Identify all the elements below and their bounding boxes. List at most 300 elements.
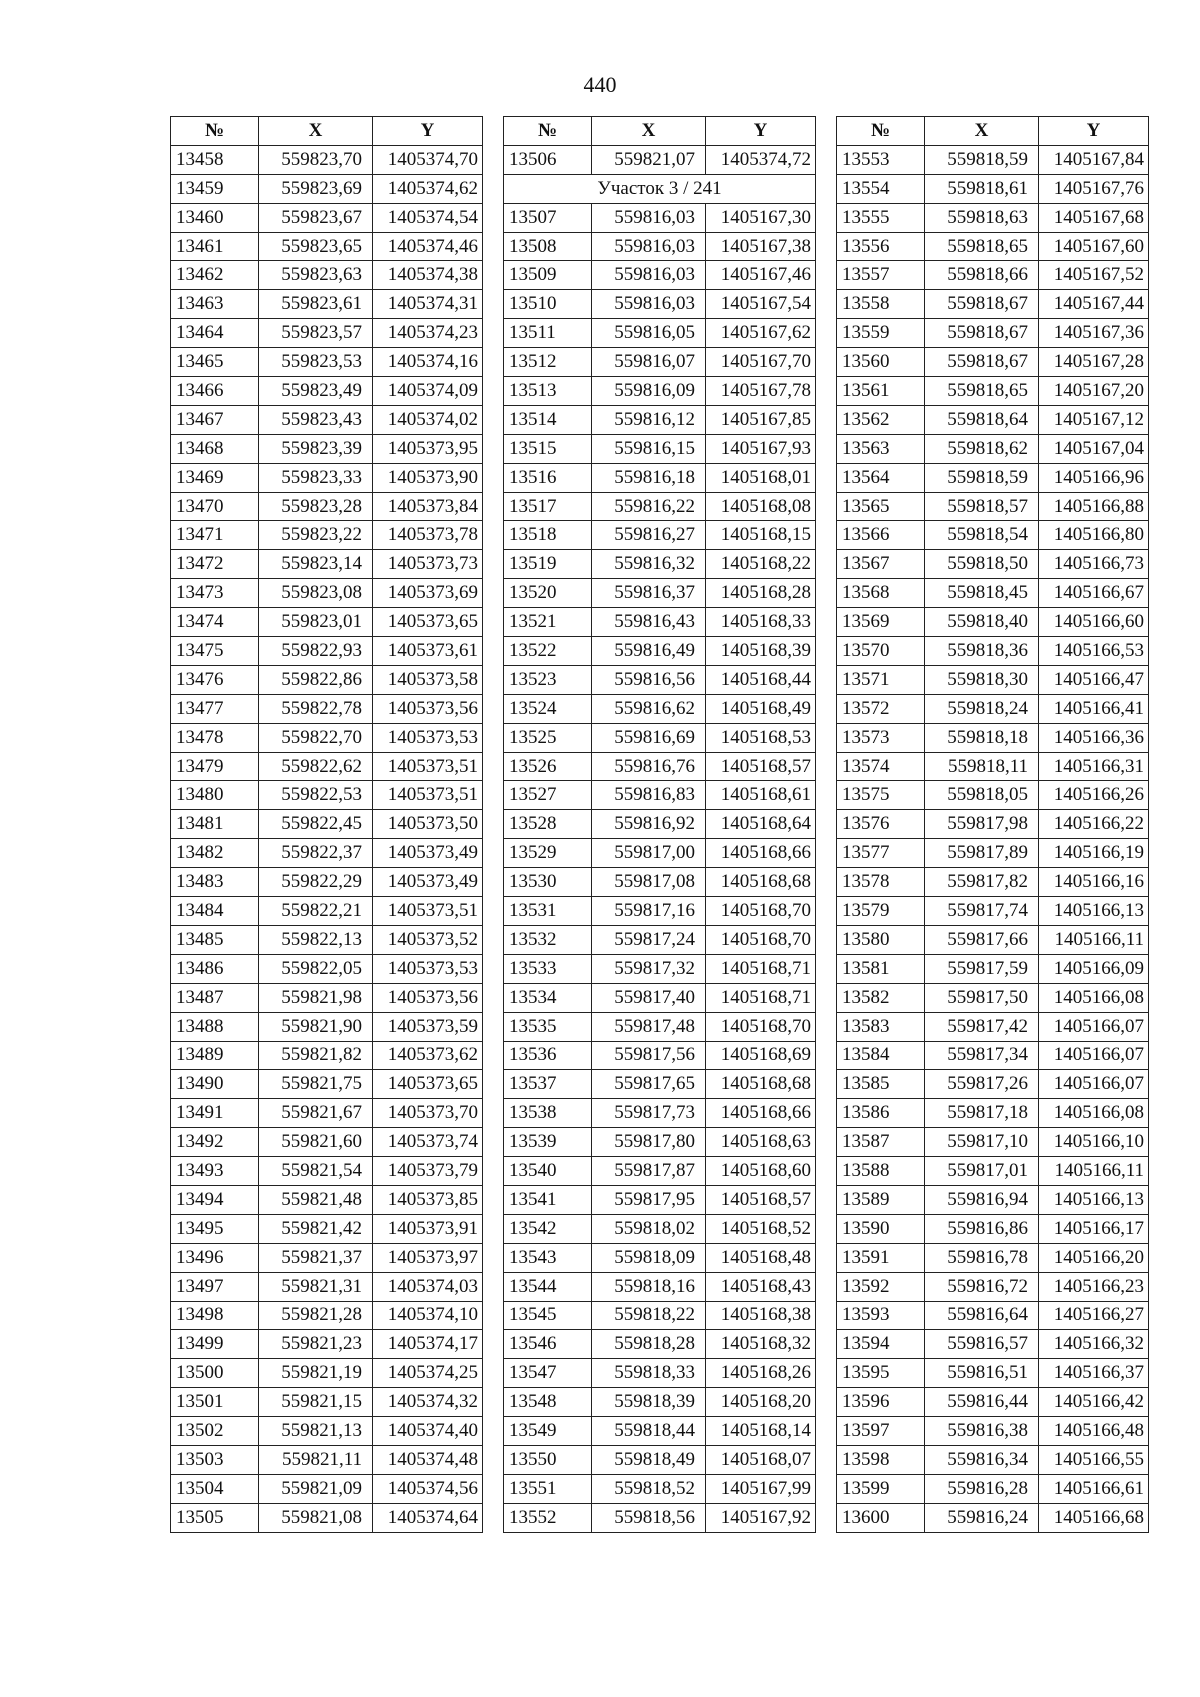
table-row	[837, 434, 1149, 463]
x-coordinate-cell: 559818,30	[925, 665, 1039, 694]
table-row	[504, 1272, 816, 1301]
table-row	[837, 348, 1149, 377]
table-row	[837, 983, 1149, 1012]
x-coordinate-cell: 559816,57	[925, 1330, 1039, 1359]
table-row	[504, 463, 816, 492]
x-coordinate-cell: 559818,44	[592, 1417, 706, 1446]
table-row	[171, 1272, 483, 1301]
x-coordinate-cell: 559816,43	[592, 608, 706, 637]
header-y: Y	[373, 117, 483, 146]
point-number-cell: 13553	[837, 145, 925, 174]
y-coordinate-cell: 1405168,68	[706, 868, 816, 897]
table-row	[171, 550, 483, 579]
x-coordinate-cell: 559816,15	[592, 434, 706, 463]
point-number-cell: 13463	[171, 290, 259, 319]
table-row	[171, 1157, 483, 1186]
point-number-cell: 13585	[837, 1070, 925, 1099]
y-coordinate-cell: 1405168,70	[706, 897, 816, 926]
point-number-cell: 13537	[504, 1070, 592, 1099]
header-x: X	[259, 117, 373, 146]
point-number-cell: 13514	[504, 405, 592, 434]
y-coordinate-cell: 1405166,67	[1039, 579, 1149, 608]
table-row	[837, 608, 1149, 637]
table-row	[837, 868, 1149, 897]
table-row	[171, 868, 483, 897]
y-coordinate-cell: 1405167,54	[706, 290, 816, 319]
table-row	[837, 1359, 1149, 1388]
x-coordinate-cell: 559816,64	[925, 1301, 1039, 1330]
x-coordinate-cell: 559818,65	[925, 232, 1039, 261]
table-row	[504, 810, 816, 839]
x-coordinate-cell: 559818,11	[925, 752, 1039, 781]
table-row	[171, 781, 483, 810]
table-row	[504, 752, 816, 781]
table-row	[837, 637, 1149, 666]
x-coordinate-cell: 559816,03	[592, 203, 706, 232]
y-coordinate-cell: 1405168,39	[706, 637, 816, 666]
x-coordinate-cell: 559823,70	[259, 145, 373, 174]
x-coordinate-cell: 559818,59	[925, 145, 1039, 174]
point-number-cell: 13597	[837, 1417, 925, 1446]
y-coordinate-cell: 1405168,68	[706, 1070, 816, 1099]
y-coordinate-cell: 1405374,09	[373, 377, 483, 406]
y-coordinate-cell: 1405374,32	[373, 1388, 483, 1417]
x-coordinate-cell: 559816,32	[592, 550, 706, 579]
y-coordinate-cell: 1405166,20	[1039, 1243, 1149, 1272]
y-coordinate-cell: 1405168,57	[706, 1185, 816, 1214]
x-coordinate-cell: 559817,18	[925, 1099, 1039, 1128]
y-coordinate-cell: 1405168,49	[706, 694, 816, 723]
y-coordinate-cell: 1405167,84	[1039, 145, 1149, 174]
point-number-cell: 13555	[837, 203, 925, 232]
point-number-cell: 13575	[837, 781, 925, 810]
y-coordinate-cell: 1405167,62	[706, 319, 816, 348]
y-coordinate-cell: 1405166,17	[1039, 1214, 1149, 1243]
y-coordinate-cell: 1405373,49	[373, 868, 483, 897]
table-row	[171, 174, 483, 203]
point-number-cell: 13509	[504, 261, 592, 290]
y-coordinate-cell: 1405166,36	[1039, 723, 1149, 752]
y-coordinate-cell: 1405373,70	[373, 1099, 483, 1128]
y-coordinate-cell: 1405166,07	[1039, 1070, 1149, 1099]
x-coordinate-cell: 559823,43	[259, 405, 373, 434]
table-row	[504, 1070, 816, 1099]
table-row	[504, 1099, 816, 1128]
y-coordinate-cell: 1405374,25	[373, 1359, 483, 1388]
y-coordinate-cell: 1405166,60	[1039, 608, 1149, 637]
x-coordinate-cell: 559823,28	[259, 492, 373, 521]
table-row	[837, 1070, 1149, 1099]
point-number-cell: 13493	[171, 1157, 259, 1186]
x-coordinate-cell: 559816,22	[592, 492, 706, 521]
table-row	[171, 579, 483, 608]
point-number-cell: 13524	[504, 694, 592, 723]
y-coordinate-cell: 1405373,97	[373, 1243, 483, 1272]
point-number-cell: 13571	[837, 665, 925, 694]
y-coordinate-cell: 1405168,57	[706, 752, 816, 781]
table-row	[171, 1128, 483, 1157]
point-number-cell: 13598	[837, 1445, 925, 1474]
table-row	[171, 261, 483, 290]
point-number-cell: 13462	[171, 261, 259, 290]
point-number-cell: 13472	[171, 550, 259, 579]
point-number-cell: 13588	[837, 1157, 925, 1186]
table-row	[171, 521, 483, 550]
x-coordinate-cell: 559821,75	[259, 1070, 373, 1099]
y-coordinate-cell: 1405167,93	[706, 434, 816, 463]
x-coordinate-cell: 559818,50	[925, 550, 1039, 579]
point-number-cell: 13513	[504, 377, 592, 406]
point-number-cell: 13469	[171, 463, 259, 492]
x-coordinate-cell: 559818,45	[925, 579, 1039, 608]
x-coordinate-cell: 559822,53	[259, 781, 373, 810]
y-coordinate-cell: 1405373,56	[373, 983, 483, 1012]
x-coordinate-cell: 559817,40	[592, 983, 706, 1012]
table-row	[837, 521, 1149, 550]
point-number-cell: 13535	[504, 1012, 592, 1041]
table-row	[171, 1185, 483, 1214]
y-coordinate-cell: 1405167,12	[1039, 405, 1149, 434]
table-row	[171, 319, 483, 348]
y-coordinate-cell: 1405166,31	[1039, 752, 1149, 781]
y-coordinate-cell: 1405373,84	[373, 492, 483, 521]
x-coordinate-cell: 559816,34	[925, 1445, 1039, 1474]
table-row	[504, 203, 816, 232]
point-number-cell: 13549	[504, 1417, 592, 1446]
x-coordinate-cell: 559817,98	[925, 810, 1039, 839]
x-coordinate-cell: 559817,32	[592, 954, 706, 983]
x-coordinate-cell: 559817,01	[925, 1157, 1039, 1186]
point-number-cell: 13499	[171, 1330, 259, 1359]
section-row	[504, 174, 816, 203]
x-coordinate-cell: 559821,07	[592, 145, 706, 174]
y-coordinate-cell: 1405374,64	[373, 1503, 483, 1532]
table-row	[171, 983, 483, 1012]
y-coordinate-cell: 1405373,51	[373, 752, 483, 781]
x-coordinate-cell: 559816,18	[592, 463, 706, 492]
y-coordinate-cell: 1405374,17	[373, 1330, 483, 1359]
x-coordinate-cell: 559823,22	[259, 521, 373, 550]
y-coordinate-cell: 1405166,55	[1039, 1445, 1149, 1474]
y-coordinate-cell: 1405373,51	[373, 781, 483, 810]
x-coordinate-cell: 559817,56	[592, 1041, 706, 1070]
table-row	[504, 492, 816, 521]
y-coordinate-cell: 1405168,53	[706, 723, 816, 752]
table-row	[837, 290, 1149, 319]
x-coordinate-cell: 559818,52	[592, 1474, 706, 1503]
table-row	[837, 810, 1149, 839]
point-number-cell: 13496	[171, 1243, 259, 1272]
x-coordinate-cell: 559818,59	[925, 463, 1039, 492]
y-coordinate-cell: 1405373,50	[373, 810, 483, 839]
y-coordinate-cell: 1405168,08	[706, 492, 816, 521]
table-row	[504, 579, 816, 608]
point-number-cell: 13488	[171, 1012, 259, 1041]
x-coordinate-cell: 559818,66	[925, 261, 1039, 290]
point-number-cell: 13565	[837, 492, 925, 521]
x-coordinate-cell: 559816,38	[925, 1417, 1039, 1446]
x-coordinate-cell: 559823,65	[259, 232, 373, 261]
x-coordinate-cell: 559816,69	[592, 723, 706, 752]
x-coordinate-cell: 559816,94	[925, 1185, 1039, 1214]
table-row	[504, 1417, 816, 1446]
x-coordinate-cell: 559821,98	[259, 983, 373, 1012]
point-number-cell: 13505	[171, 1503, 259, 1532]
y-coordinate-cell: 1405168,71	[706, 983, 816, 1012]
x-coordinate-cell: 559821,09	[259, 1474, 373, 1503]
x-coordinate-cell: 559816,72	[925, 1272, 1039, 1301]
point-number-cell: 13529	[504, 839, 592, 868]
table-row	[504, 608, 816, 637]
point-number-cell: 13566	[837, 521, 925, 550]
point-number-cell: 13507	[504, 203, 592, 232]
table-row	[171, 897, 483, 926]
x-coordinate-cell: 559821,08	[259, 1503, 373, 1532]
x-coordinate-cell: 559822,62	[259, 752, 373, 781]
point-number-cell: 13531	[504, 897, 592, 926]
y-coordinate-cell: 1405374,62	[373, 174, 483, 203]
point-number-cell: 13498	[171, 1301, 259, 1330]
y-coordinate-cell: 1405168,15	[706, 521, 816, 550]
y-coordinate-cell: 1405168,70	[706, 1012, 816, 1041]
x-coordinate-cell: 559822,78	[259, 694, 373, 723]
point-number-cell: 13542	[504, 1214, 592, 1243]
x-coordinate-cell: 559817,26	[925, 1070, 1039, 1099]
x-coordinate-cell: 559816,28	[925, 1474, 1039, 1503]
header-row	[171, 117, 483, 146]
table-row	[171, 203, 483, 232]
y-coordinate-cell: 1405166,11	[1039, 925, 1149, 954]
point-number-cell: 13594	[837, 1330, 925, 1359]
point-number-cell: 13467	[171, 405, 259, 434]
point-number-cell: 13541	[504, 1185, 592, 1214]
point-number-cell: 13523	[504, 665, 592, 694]
point-number-cell: 13561	[837, 377, 925, 406]
point-number-cell: 13487	[171, 983, 259, 1012]
table-header	[171, 117, 483, 146]
y-coordinate-cell: 1405167,85	[706, 405, 816, 434]
point-number-cell: 13540	[504, 1157, 592, 1186]
point-number-cell: 13554	[837, 174, 925, 203]
y-coordinate-cell: 1405168,64	[706, 810, 816, 839]
table-row	[837, 752, 1149, 781]
point-number-cell: 13570	[837, 637, 925, 666]
y-coordinate-cell: 1405374,46	[373, 232, 483, 261]
y-coordinate-cell: 1405166,47	[1039, 665, 1149, 694]
x-coordinate-cell: 559818,24	[925, 694, 1039, 723]
x-coordinate-cell: 559816,03	[592, 261, 706, 290]
x-coordinate-cell: 559818,64	[925, 405, 1039, 434]
point-number-cell: 13477	[171, 694, 259, 723]
x-coordinate-cell: 559816,27	[592, 521, 706, 550]
x-coordinate-cell: 559823,33	[259, 463, 373, 492]
table-row	[171, 463, 483, 492]
point-number-cell: 13495	[171, 1214, 259, 1243]
y-coordinate-cell: 1405374,31	[373, 290, 483, 319]
x-coordinate-cell: 559816,37	[592, 579, 706, 608]
table-row	[837, 1272, 1149, 1301]
header-y: Y	[1039, 117, 1149, 146]
point-number-cell: 13527	[504, 781, 592, 810]
point-number-cell: 13482	[171, 839, 259, 868]
point-number-cell: 13532	[504, 925, 592, 954]
y-coordinate-cell: 1405373,69	[373, 579, 483, 608]
y-coordinate-cell: 1405168,69	[706, 1041, 816, 1070]
point-number-cell: 13599	[837, 1474, 925, 1503]
y-coordinate-cell: 1405167,30	[706, 203, 816, 232]
table-row	[171, 145, 483, 174]
point-number-cell: 13517	[504, 492, 592, 521]
point-number-cell: 13502	[171, 1417, 259, 1446]
table-row	[837, 1012, 1149, 1041]
x-coordinate-cell: 559817,16	[592, 897, 706, 926]
point-number-cell: 13478	[171, 723, 259, 752]
point-number-cell: 13556	[837, 232, 925, 261]
table-row	[837, 463, 1149, 492]
x-coordinate-cell: 559818,18	[925, 723, 1039, 752]
y-coordinate-cell: 1405166,53	[1039, 637, 1149, 666]
table-row	[171, 1214, 483, 1243]
y-coordinate-cell: 1405167,70	[706, 348, 816, 377]
point-number-cell: 13580	[837, 925, 925, 954]
x-coordinate-cell: 559816,12	[592, 405, 706, 434]
x-coordinate-cell: 559818,49	[592, 1445, 706, 1474]
table-row	[837, 1099, 1149, 1128]
table-row	[171, 1445, 483, 1474]
point-number-cell: 13591	[837, 1243, 925, 1272]
point-number-cell: 13459	[171, 174, 259, 203]
x-coordinate-cell: 559821,42	[259, 1214, 373, 1243]
y-coordinate-cell: 1405168,07	[706, 1445, 816, 1474]
table-row	[171, 810, 483, 839]
y-coordinate-cell: 1405373,58	[373, 665, 483, 694]
table-row	[504, 1301, 816, 1330]
x-coordinate-cell: 559818,63	[925, 203, 1039, 232]
y-coordinate-cell: 1405168,60	[706, 1157, 816, 1186]
x-coordinate-cell: 559823,14	[259, 550, 373, 579]
y-coordinate-cell: 1405166,41	[1039, 694, 1149, 723]
x-coordinate-cell: 559822,21	[259, 897, 373, 926]
table-row	[504, 983, 816, 1012]
y-coordinate-cell: 1405168,01	[706, 463, 816, 492]
point-number-cell: 13520	[504, 579, 592, 608]
x-coordinate-cell: 559818,02	[592, 1214, 706, 1243]
y-coordinate-cell: 1405373,56	[373, 694, 483, 723]
y-coordinate-cell: 1405168,63	[706, 1128, 816, 1157]
x-coordinate-cell: 559816,62	[592, 694, 706, 723]
point-number-cell: 13551	[504, 1474, 592, 1503]
x-coordinate-cell: 559818,65	[925, 377, 1039, 406]
table-row	[504, 723, 816, 752]
table-row	[837, 1157, 1149, 1186]
point-number-cell: 13466	[171, 377, 259, 406]
x-coordinate-cell: 559822,93	[259, 637, 373, 666]
point-number-cell: 13567	[837, 550, 925, 579]
x-coordinate-cell: 559816,49	[592, 637, 706, 666]
table-row	[171, 1099, 483, 1128]
x-coordinate-cell: 559817,08	[592, 868, 706, 897]
table-row	[171, 1388, 483, 1417]
x-coordinate-cell: 559821,54	[259, 1157, 373, 1186]
y-coordinate-cell: 1405166,26	[1039, 781, 1149, 810]
point-number-cell: 13568	[837, 579, 925, 608]
table-row	[504, 145, 816, 174]
y-coordinate-cell: 1405167,36	[1039, 319, 1149, 348]
table-header	[504, 117, 816, 146]
y-coordinate-cell: 1405168,32	[706, 1330, 816, 1359]
y-coordinate-cell: 1405373,95	[373, 434, 483, 463]
point-number-cell: 13562	[837, 405, 925, 434]
y-coordinate-cell: 1405373,51	[373, 897, 483, 926]
x-coordinate-cell: 559817,48	[592, 1012, 706, 1041]
x-coordinate-cell: 559817,59	[925, 954, 1039, 983]
table-row	[171, 1243, 483, 1272]
x-coordinate-cell: 559821,28	[259, 1301, 373, 1330]
point-number-cell: 13519	[504, 550, 592, 579]
point-number-cell: 13492	[171, 1128, 259, 1157]
table-row	[837, 1388, 1149, 1417]
table-row	[837, 925, 1149, 954]
y-coordinate-cell: 1405374,70	[373, 145, 483, 174]
y-coordinate-cell: 1405166,22	[1039, 810, 1149, 839]
y-coordinate-cell: 1405373,49	[373, 839, 483, 868]
y-coordinate-cell: 1405166,27	[1039, 1301, 1149, 1330]
table-row	[837, 1185, 1149, 1214]
point-number-cell: 13544	[504, 1272, 592, 1301]
table-row	[171, 723, 483, 752]
y-coordinate-cell: 1405167,38	[706, 232, 816, 261]
table-row	[171, 694, 483, 723]
point-number-cell: 13528	[504, 810, 592, 839]
point-number-cell: 13516	[504, 463, 592, 492]
x-coordinate-cell: 559817,10	[925, 1128, 1039, 1157]
table-row	[171, 1330, 483, 1359]
table-row	[837, 203, 1149, 232]
table-row	[837, 579, 1149, 608]
y-coordinate-cell: 1405166,11	[1039, 1157, 1149, 1186]
table-row	[504, 319, 816, 348]
table-row	[837, 550, 1149, 579]
coordinate-table-2	[503, 116, 816, 1533]
y-coordinate-cell: 1405373,65	[373, 1070, 483, 1099]
table-row	[504, 897, 816, 926]
point-number-cell: 13579	[837, 897, 925, 926]
table-row	[504, 954, 816, 983]
x-coordinate-cell: 559818,57	[925, 492, 1039, 521]
x-coordinate-cell: 559818,36	[925, 637, 1039, 666]
y-coordinate-cell: 1405373,74	[373, 1128, 483, 1157]
y-coordinate-cell: 1405168,44	[706, 665, 816, 694]
point-number-cell: 13600	[837, 1503, 925, 1532]
table-row	[837, 1301, 1149, 1330]
x-coordinate-cell: 559818,22	[592, 1301, 706, 1330]
point-number-cell: 13506	[504, 145, 592, 174]
point-number-cell: 13552	[504, 1503, 592, 1532]
y-coordinate-cell: 1405166,32	[1039, 1330, 1149, 1359]
x-coordinate-cell: 559816,83	[592, 781, 706, 810]
table-row	[837, 781, 1149, 810]
x-coordinate-cell: 559821,90	[259, 1012, 373, 1041]
point-number-cell: 13530	[504, 868, 592, 897]
table-row	[504, 1214, 816, 1243]
point-number-cell: 13473	[171, 579, 259, 608]
x-coordinate-cell: 559817,34	[925, 1041, 1039, 1070]
x-coordinate-cell: 559816,51	[925, 1359, 1039, 1388]
y-coordinate-cell: 1405373,73	[373, 550, 483, 579]
y-coordinate-cell: 1405374,40	[373, 1417, 483, 1446]
point-number-cell: 13573	[837, 723, 925, 752]
table-row	[504, 261, 816, 290]
